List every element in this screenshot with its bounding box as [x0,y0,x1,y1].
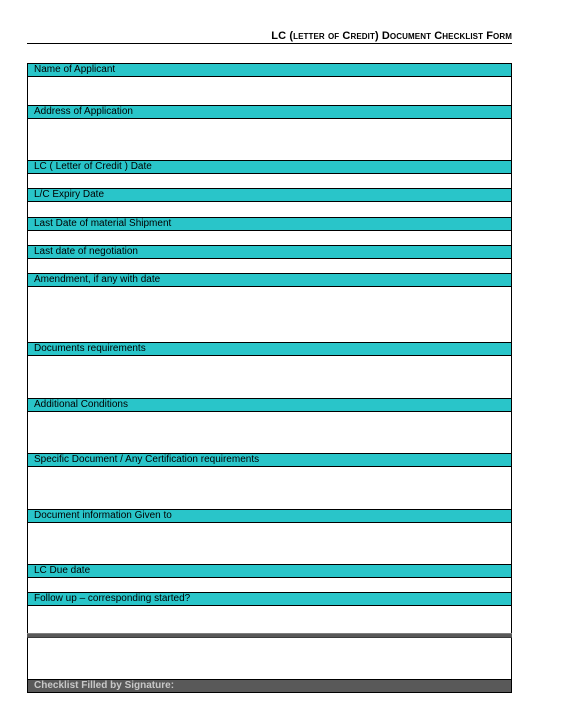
field-label-lc-expiry-date: L/C Expiry Date [27,188,512,202]
field-input-additional-conditions[interactable] [27,412,512,453]
page-title: LC (letter of Credit) Document Checklist Form [271,30,512,42]
field-label-specific-document: Specific Document / Any Certification requirements [27,453,512,467]
signature-label: Checklist Filled by Signature: [27,679,512,693]
field-label-document-information: Document information Given to [27,509,512,523]
field-input-lc-due-date[interactable] [27,578,512,592]
field-label-documents-requirements: Documents requirements [27,342,512,356]
field-label-address: Address of Application [27,105,512,119]
field-input-lc-expiry-date[interactable] [27,202,512,217]
field-input-address[interactable] [27,119,512,160]
field-input-specific-document[interactable] [27,467,512,509]
title-divider [27,43,512,44]
field-label-amendment: Amendment, if any with date [27,273,512,287]
field-input-lc-date[interactable] [27,174,512,188]
field-input-last-negotiation-date[interactable] [27,259,512,273]
field-input-name-of-applicant[interactable] [27,77,512,105]
field-label-follow-up: Follow up – corresponding started? [27,592,512,606]
field-input-follow-up[interactable] [27,606,512,633]
field-input-amendment[interactable] [27,287,512,342]
field-label-lc-date: LC ( Letter of Credit ) Date [27,160,512,174]
field-input-last-shipment-date[interactable] [27,231,512,245]
signature-input[interactable] [27,638,512,679]
field-label-name-of-applicant: Name of Applicant [27,63,512,77]
field-label-additional-conditions: Additional Conditions [27,398,512,412]
field-label-last-negotiation-date: Last date of negotiation [27,245,512,259]
field-input-documents-requirements[interactable] [27,356,512,398]
field-input-document-information[interactable] [27,523,512,564]
field-label-lc-due-date: LC Due date [27,564,512,578]
field-label-last-shipment-date: Last Date of material Shipment [27,217,512,231]
